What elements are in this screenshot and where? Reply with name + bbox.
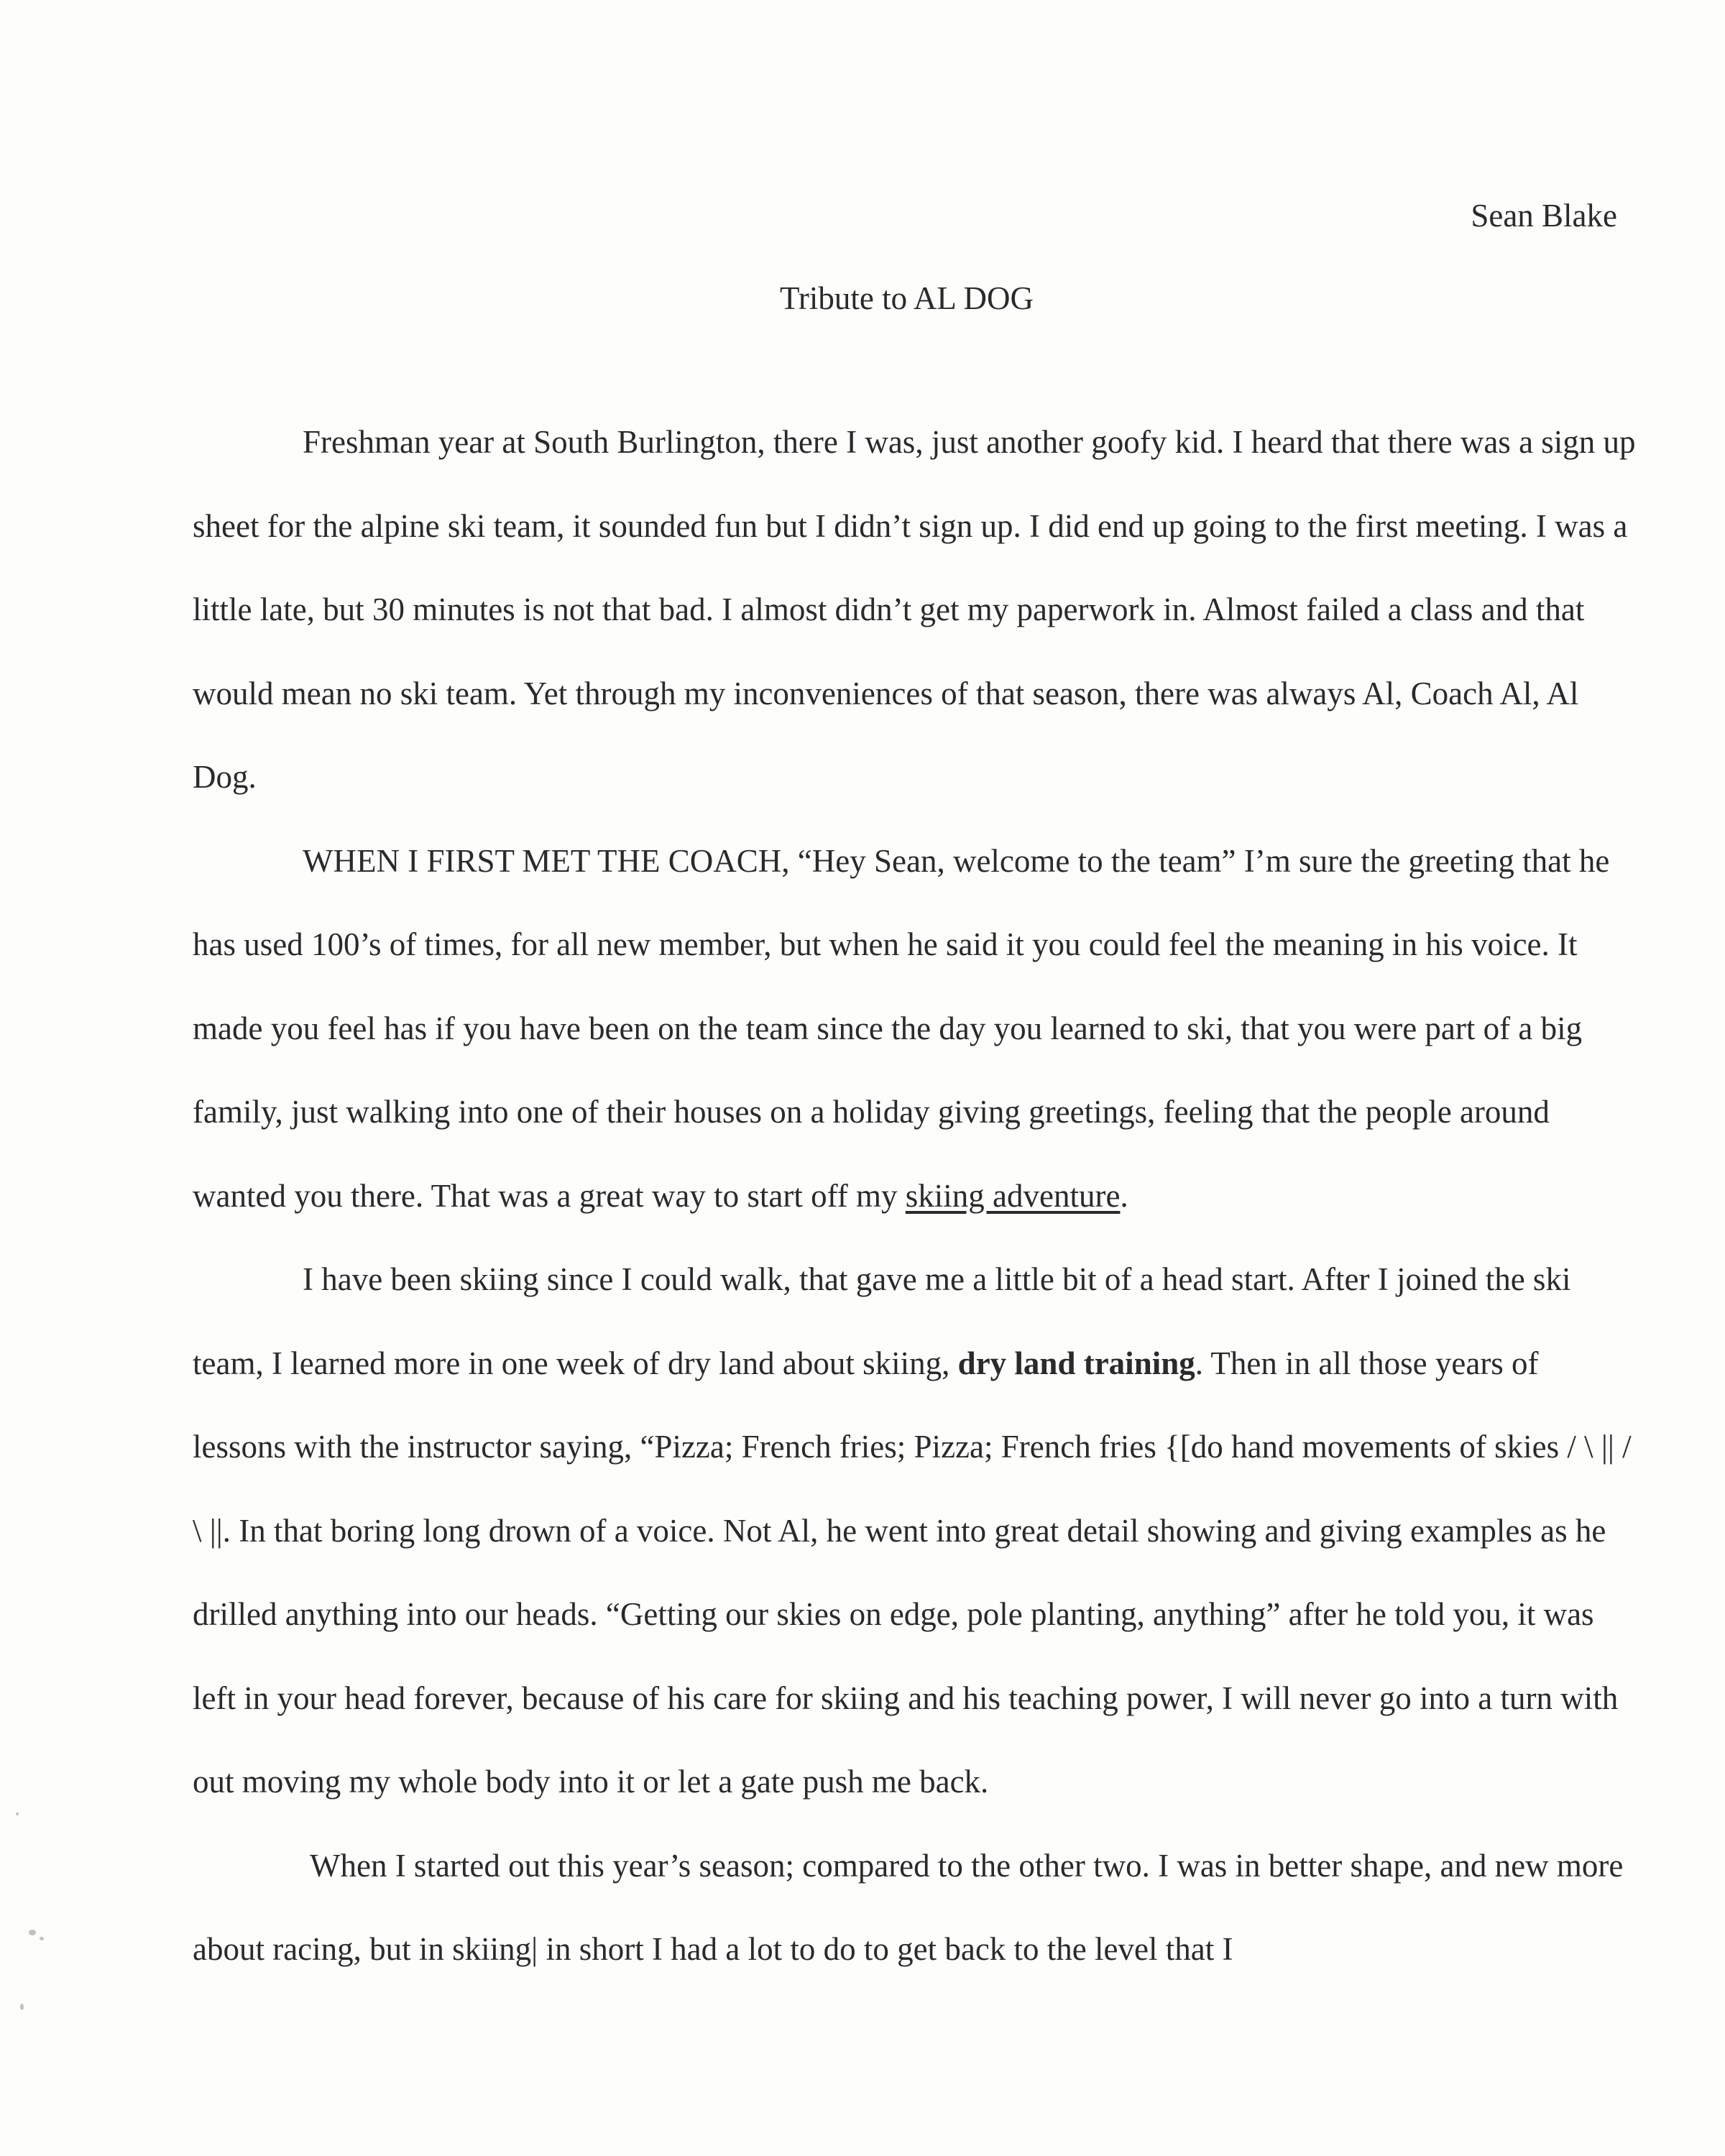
scan-speck <box>16 1812 19 1815</box>
paragraph-3-text: I have been skiing since I could walk, that gave me a little bit of a head start. After I joined the ski team, I learned more in one week of dry land about skiing, <box>193 1261 1571 1381</box>
underlined-phrase: skiing adventure <box>905 1177 1121 1214</box>
bold-phrase: dry land training <box>957 1345 1195 1381</box>
paragraph-3 <box>193 1238 1637 1824</box>
document-title: Tribute to AL DOG <box>780 280 1034 316</box>
paragraph-2-end: . <box>1120 1177 1128 1214</box>
author-name: Sean Blake <box>1471 198 1617 234</box>
scan-speck <box>20 2004 24 2010</box>
scan-speck <box>29 1930 36 1935</box>
essay-body <box>193 400 1637 1991</box>
paragraph-4: When I started out this year’s season; compared to the other two. I was in better shape, and new more about racing, but in skiing| in short I had a lot to do to get back to the level that I <box>193 1847 1624 1967</box>
paragraph-2-text: WHEN I FIRST MET THE COACH, “Hey Sean, welcome to the team” I’m sure the greeting that he has used 100’s of times, for all new member, but when he said it you could feel the meaning in his voice. It made you feel has if you have been on the team since the day you learned to ski, that you were part of a big family, just walking into one of their houses on a holiday giving greetings, feeling that the people around wanted you there. That was a great way to start off my <box>193 842 1610 1214</box>
scan-speck <box>40 1937 44 1940</box>
paragraph-1: Freshman year at South Burlington, there I was, just another goofy kid. I heard that there was a sign up sheet for the alpine ski team, it sounded fun but I didn’t sign up. I did end up going to the first meeting. I was a little late, but 30 minutes is not that bad. I almost didn’t get my paperwork in. Almost failed a class and that would mean no ski team. Yet through my inconveniences of that season, there was always Al, Coach Al, Al Dog. <box>193 424 1636 795</box>
paragraph-3-rest: . Then in all those years of lessons with the instructor saying, “Pizza; French fries; Pizza; French fries {[do hand movements of skies / \ || / \ ||. In that boring long drown of a voice. Not Al, he went into great detail showing and giving examples as he drilled anything into our heads. “Getting our skies on edge, pole planting, anything” after he told you, it was left in your head forever, because of his care for skiing and his teaching power, I will never go into a turn with out moving my whole body into it or let a gate push me back. <box>193 1345 1632 1800</box>
paragraph-2 <box>193 819 1637 1238</box>
